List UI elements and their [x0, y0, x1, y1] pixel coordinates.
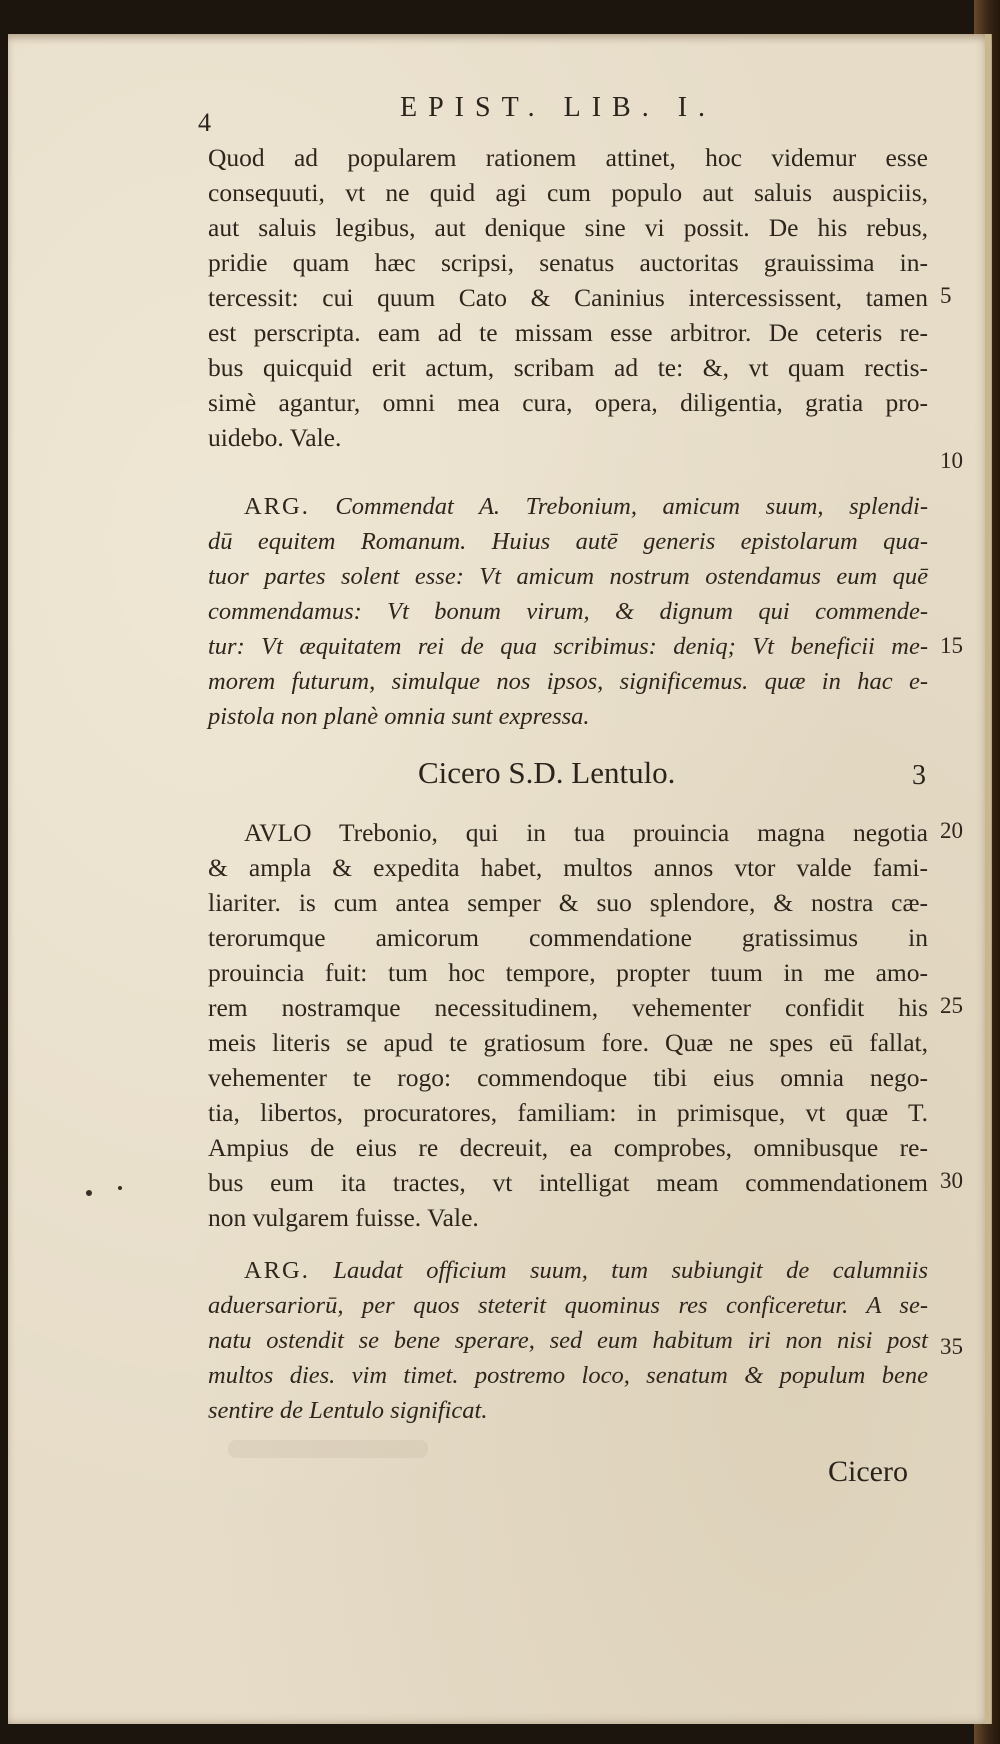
- argument-line: sentire de Lentulo significat.: [208, 1397, 488, 1424]
- text-line: aut saluis legibus, aut denique sine vi possit. De his rebus,: [208, 213, 928, 242]
- text-line: meis literis se apud te gratiosum fore. Quæ ne spes eū fallat,: [208, 1028, 928, 1057]
- letter-number: 3: [912, 760, 926, 791]
- catchword: Cicero: [828, 1455, 908, 1488]
- text-line: tercessit: cui quum Cato & Caninius intercessissent, tamen: [208, 283, 928, 312]
- argument-line: tur: Vt æquitatem rei de qua scribimus: deniq; Vt beneficii me-: [208, 633, 928, 660]
- line-number: 15: [940, 633, 963, 658]
- argument-line: dū equitem Romanum. Huius autē generis epistolarum qua-: [208, 528, 928, 555]
- ink-speck: [118, 1186, 122, 1190]
- argument-line: [208, 1257, 928, 1285]
- text-line: non vulgarem fuisse. Vale.: [208, 1203, 479, 1232]
- argument-line: aduersariorū, per quos steterit quominus res conficeretur. A se-: [208, 1292, 928, 1319]
- line-number: 5: [940, 283, 952, 308]
- text-line: uidebo. Vale.: [208, 423, 342, 452]
- line-number: 10: [940, 448, 963, 473]
- line-number: 25: [940, 993, 963, 1018]
- text-line: liariter. is cum antea semper & suo splendore, & nostra cæ-: [208, 888, 928, 917]
- page-number: 4: [198, 108, 211, 137]
- line-number: 20: [940, 818, 963, 843]
- text-line: bus eum ita tractes, vt intelligat meam commendationem: [208, 1168, 928, 1197]
- argument-label: ARG.: [244, 1257, 310, 1284]
- text-line: consequuti, vt ne quid agi cum populo aut saluis auspiciis,: [208, 178, 928, 207]
- text-line: simè agantur, omni mea cura, opera, diligentia, gratia pro-: [208, 388, 928, 417]
- argument-line: morem futurum, simulque nos ipsos, significemus. quæ in hac e-: [208, 668, 928, 695]
- argument-text: Laudat officium suum, tum subiungit de calumniis: [333, 1257, 929, 1284]
- text-line: rem nostramque necessitudinem, vehementer confidit his: [208, 993, 928, 1022]
- text-line: terorumque amicorum commendatione gratissimus in: [208, 923, 928, 952]
- page-edge: [985, 34, 991, 1724]
- argument-line: multos dies. vim timet. postremo loco, senatum & populum bene: [208, 1362, 928, 1389]
- ink-speck: [86, 1190, 92, 1196]
- text-line: & ampla & expedita habet, multos annos vtor valde fami-: [208, 853, 928, 882]
- argument-line: [208, 493, 928, 521]
- argument-text: Commendat A. Trebonium, amicum suum, splendi-: [335, 493, 929, 520]
- argument-line: tuor partes solent esse: Vt amicum nostrum ostendamus eum quē: [208, 563, 928, 590]
- text-line: AVLO Trebonio, qui in tua prouincia magna negotia: [244, 818, 928, 847]
- text-line: prouincia fuit: tum hoc tempore, propter tuum in me amo-: [208, 958, 928, 987]
- line-number: 30: [940, 1168, 963, 1193]
- text-line: Quod ad popularem rationem attinet, hoc videmur esse: [208, 143, 928, 172]
- text-line: est perscripta. eam ad te missam esse arbitror. De ceteris re-: [208, 318, 928, 347]
- running-title: EPIST. LIB. I.: [400, 92, 717, 123]
- text-line: pridie quam hæc scripsi, senatus auctoritas grauissima in-: [208, 248, 928, 277]
- text-line: bus quicquid erit actum, scribam ad te: &, vt quam rectis-: [208, 353, 928, 382]
- text-line: vehementer te rogo: commendoque tibi eius omnia nego-: [208, 1063, 928, 1092]
- text-line: Ampius de eius re decreuit, ea comprobes, omnibusque re-: [208, 1133, 928, 1162]
- argument-line: pistola non planè omnia sunt expressa.: [208, 703, 590, 730]
- letter-title: Cicero S.D. Lentulo.: [418, 755, 676, 790]
- argument-label: ARG.: [244, 493, 310, 520]
- argument-line: natu ostendit se bene sperare, sed eum habitum iri non nisi post: [208, 1327, 928, 1354]
- argument-line: commendamus: Vt bonum virum, & dignum qui commende-: [208, 598, 928, 625]
- line-number: 35: [940, 1334, 963, 1359]
- show-through-mark: [228, 1440, 428, 1458]
- text-line: tia, libertos, procuratores, familiam: in primisque, vt quæ T.: [208, 1098, 928, 1127]
